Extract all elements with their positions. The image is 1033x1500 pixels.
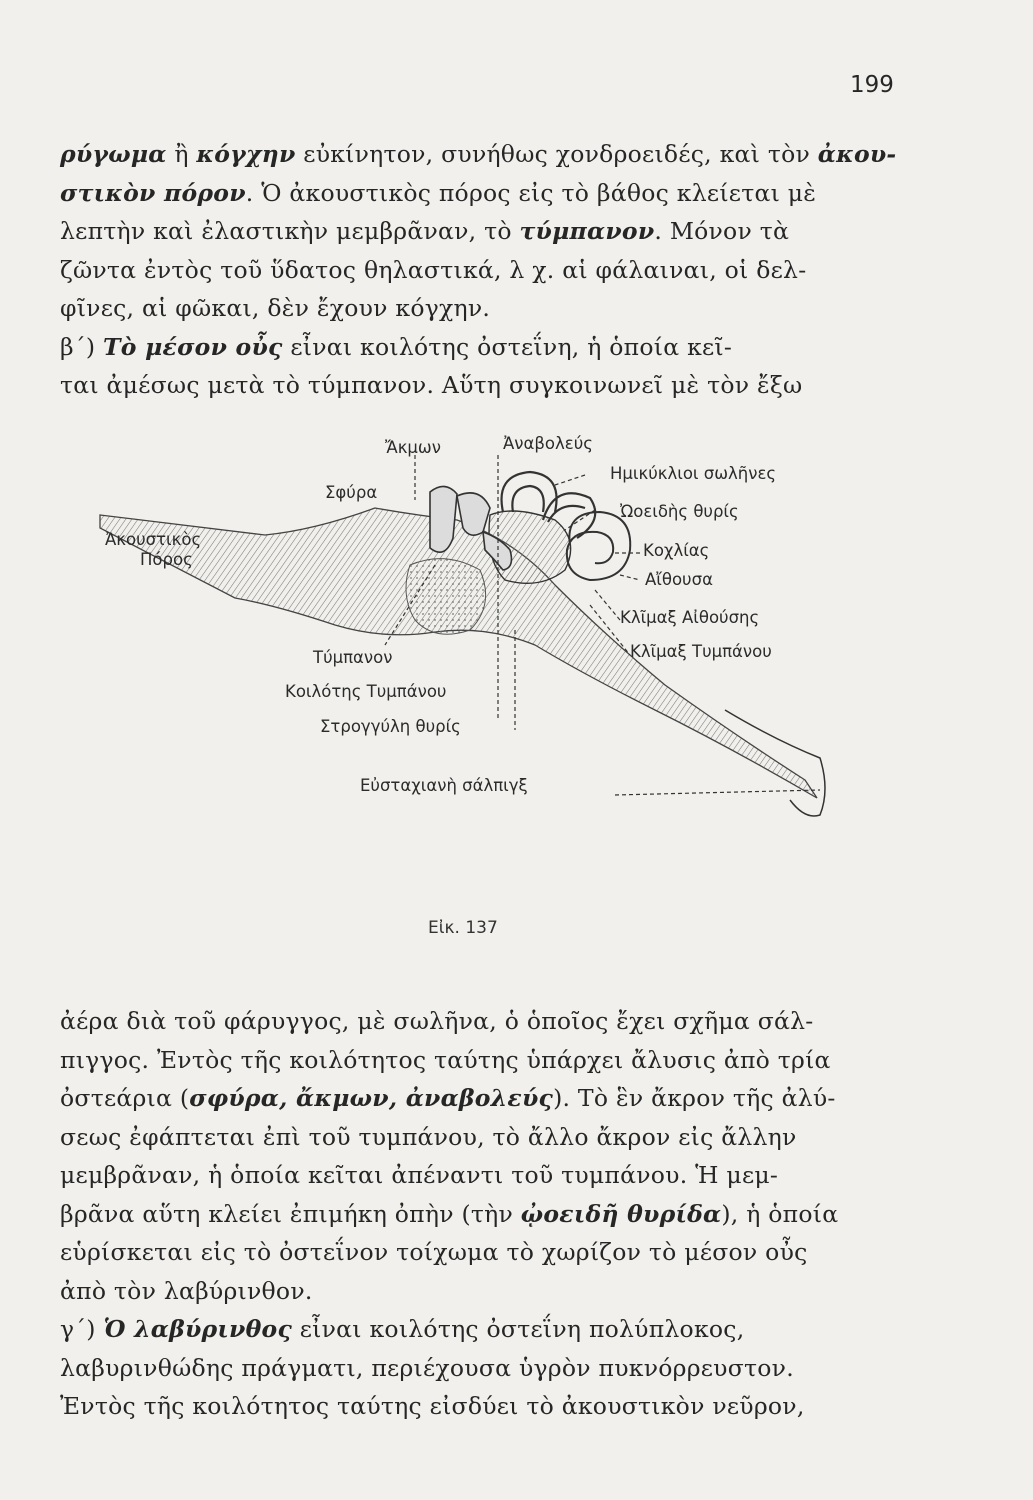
text-run: λαβυρινθώδης πράγματι, περιέχουσα ὑγρὸν πυκνόρρευστον. bbox=[60, 1353, 794, 1382]
text-run: ζῶντα ἐντὸς τοῦ ὕδατος θηλαστικά, λ χ. αἱ φάλαιναι, οἱ δελ- bbox=[60, 255, 807, 284]
label-scala-tympani: Κλῖμαξ Τυμπάνου bbox=[630, 642, 772, 661]
text-line bbox=[60, 1079, 920, 1118]
emphasized-term: στικὸν πόρον bbox=[60, 178, 246, 207]
figure-caption: Εἰκ. 137 bbox=[428, 918, 498, 938]
emphasized-term: Ὁ λαβύρινθος bbox=[103, 1315, 293, 1343]
text-line bbox=[60, 1349, 920, 1388]
label-hemicircular-canals: Ημικύκλιοι σωλῆνες bbox=[610, 464, 777, 483]
text-run: εὑρίσκεται εἰς τὸ ὀστεΐνον τοίχωμα τὸ χωρίζον τὸ μέσον οὖς bbox=[60, 1238, 808, 1266]
text-run: β΄) bbox=[60, 332, 103, 361]
text-line bbox=[60, 1041, 920, 1080]
text-line bbox=[60, 1272, 920, 1311]
text-line bbox=[60, 328, 920, 367]
label-tympanum: Τύμπανον bbox=[313, 648, 393, 667]
text-run: πιγγος. Ἐντὸς τῆς κοιλότητος ταύτης ὑπάρχει ἄλυσις ἀπὸ τρία bbox=[60, 1045, 831, 1074]
text-run: εἶναι κοιλότης ὀστεΐνη, ἡ ὁποία κεῖ- bbox=[282, 332, 733, 361]
text-line bbox=[60, 1310, 920, 1349]
emphasized-term: Τὸ μέσον οὖς bbox=[102, 332, 283, 361]
text-run: . Μόνον τὰ bbox=[654, 217, 790, 245]
text-line bbox=[60, 1118, 920, 1157]
label-cochlea: Κοχλίας bbox=[643, 541, 710, 560]
label-tympanic-cavity: Κοιλότης Τυμπάνου bbox=[285, 682, 447, 701]
text-run: βρᾶνα αὕτη κλείει ἐπιμήκη ὀπὴν (τὴν bbox=[60, 1199, 521, 1228]
label-round-window: Στρογγύλη θυρίς bbox=[320, 717, 461, 736]
label-oval-window: Ὠοειδὴς θυρίς bbox=[620, 502, 739, 521]
paragraph-outer-and-middle-ear bbox=[60, 135, 920, 405]
label-akmon: Ἄκμων bbox=[385, 438, 441, 457]
text-line bbox=[60, 1002, 920, 1041]
text-line bbox=[60, 212, 920, 251]
emphasized-term: ρύγωμα bbox=[60, 140, 167, 168]
text-line bbox=[60, 1195, 920, 1234]
emphasized-term: τύμπανον bbox=[519, 217, 655, 245]
text-line bbox=[60, 135, 920, 174]
label-ear-canal-1: Ἀκουστικὸς bbox=[105, 530, 202, 549]
label-ear-canal-2: Πόρος bbox=[140, 550, 193, 569]
text-run: εἶναι κοιλότης ὀστεΐνη πολύπλοκος, bbox=[292, 1315, 745, 1343]
text-run: ὀστεάρια ( bbox=[60, 1084, 190, 1112]
label-vestibule: Αἴθουσα bbox=[645, 570, 713, 589]
text-run: ται ἀμέσως μετὰ τὸ τύμπανον. Αὕτη συγκοινωνεῖ μὲ τὸν ἔξω bbox=[60, 371, 803, 399]
label-scala-vestibuli: Κλῖμαξ Αἰθούσης bbox=[620, 608, 760, 627]
emphasized-term: σφύρα, ἄκμων, ἀναβολεύς bbox=[189, 1084, 554, 1112]
label-sfyra: Σφύρα bbox=[325, 483, 378, 502]
page-number: 199 bbox=[850, 72, 894, 98]
text-run: μεμβρᾶναν, ἡ ὁποία κεῖται ἀπέναντι τοῦ τυμπάνου. Ἡ μεμ- bbox=[60, 1161, 779, 1189]
text-run: . Ὁ ἀκουστικὸς πόρος εἰς τὸ βάθος κλείεται μὲ bbox=[245, 178, 817, 207]
tympanic-cavity-shape bbox=[406, 559, 486, 635]
emphasized-term: κόγχην bbox=[196, 140, 296, 168]
text-run: ἢ bbox=[166, 140, 197, 168]
text-run: γ΄) bbox=[60, 1315, 104, 1343]
text-run: ἀέρα διὰ τοῦ φάρυγγος, μὲ σωλῆνα, ὁ ὁποῖος ἔχει σχῆμα σάλ- bbox=[60, 1007, 814, 1035]
label-eustachian-tube: Εὐσταχιανὴ σάλπιγξ bbox=[360, 776, 528, 795]
emphasized-term: ᾠοειδῆ θυρίδα bbox=[520, 1199, 722, 1228]
text-line bbox=[60, 251, 920, 290]
text-run: ἀπὸ τὸν λαβύρινθον. bbox=[60, 1276, 313, 1305]
label-anavoleus: Ἀναβολεύς bbox=[503, 434, 593, 453]
text-line bbox=[60, 366, 920, 405]
text-run: ), ἡ ὁποία bbox=[721, 1199, 839, 1228]
text-line bbox=[60, 289, 920, 328]
paragraph-ossicles-and-labyrinth bbox=[60, 1002, 920, 1426]
text-run: Ἐντὸς τῆς κοιλότητος ταύτης εἰσδύει τὸ ἀκουστικὸν νεῦρον, bbox=[60, 1392, 805, 1420]
text-line bbox=[60, 1387, 920, 1426]
text-run: ). Τὸ ἓν ἄκρον τῆς ἀλύ- bbox=[553, 1084, 836, 1112]
text-run: φῖνες, αἱ φῶκαι, δὲν ἔχουν κόγχην. bbox=[60, 294, 491, 322]
text-line bbox=[60, 1156, 920, 1195]
text-run: σεως ἐφάπτεται ἐπὶ τοῦ τυμπάνου, τὸ ἄλλο ἄκρον εἰς ἄλλην bbox=[60, 1122, 797, 1151]
text-line bbox=[60, 174, 920, 213]
emphasized-term: ἀκου- bbox=[817, 140, 897, 168]
text-run: λεπτὴν καὶ ἐλαστικὴν μεμβρᾶναν, τὸ bbox=[60, 217, 520, 245]
text-run: εὐκίνητον, συνήθως χονδροειδές, καὶ τὸν bbox=[295, 140, 818, 168]
text-line bbox=[60, 1233, 920, 1272]
ear-anatomy-figure bbox=[85, 420, 885, 850]
